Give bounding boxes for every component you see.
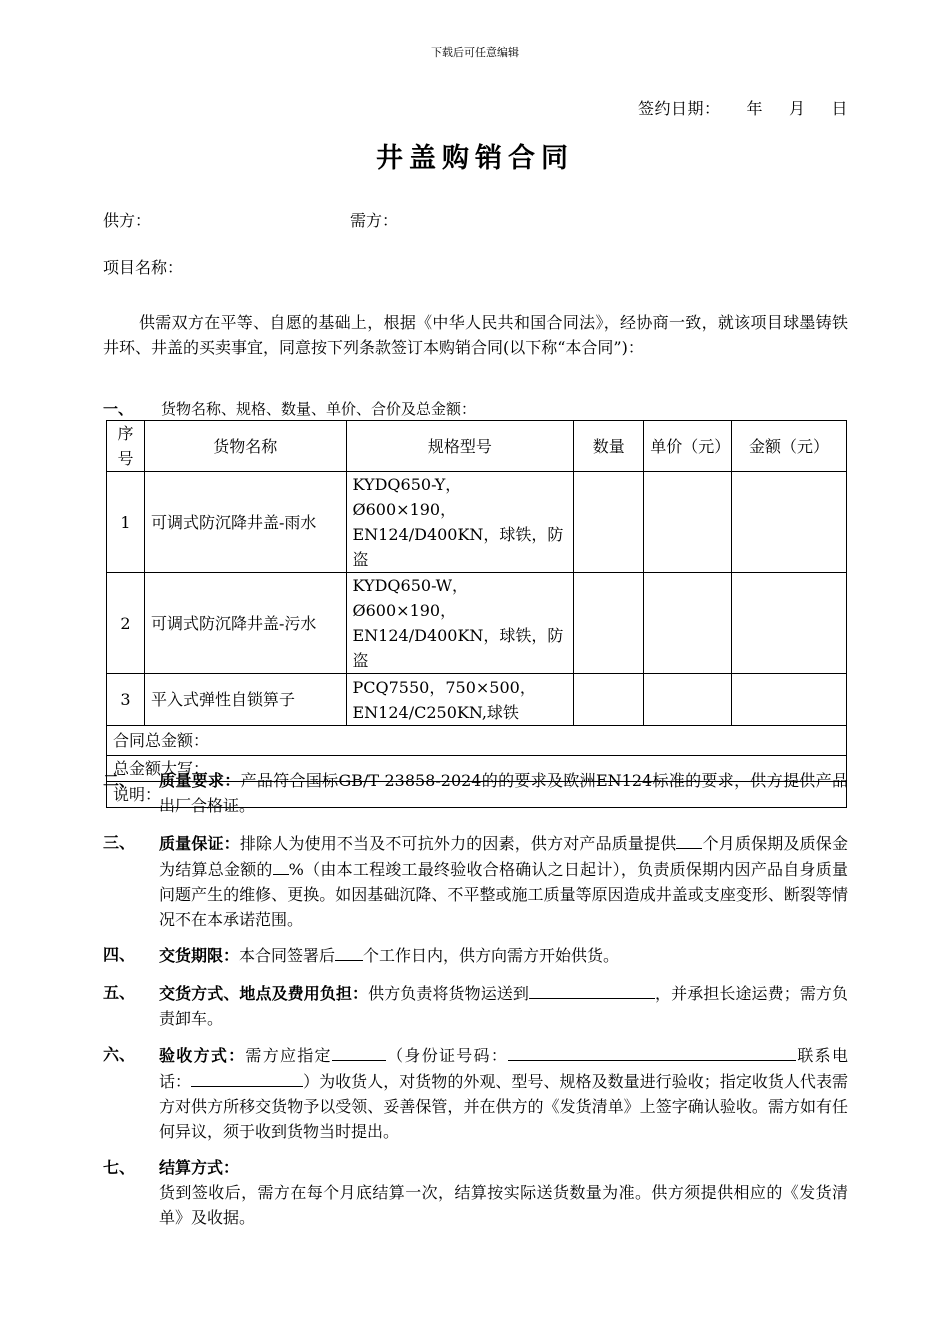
- section-delivery-method: [103, 980, 848, 1031]
- phone-blank[interactable]: [191, 1068, 303, 1087]
- header-spec: 规格型号: [346, 421, 574, 472]
- section-title: 验收方式：: [159, 1046, 246, 1065]
- header-note: 下载后可任意编辑: [431, 46, 519, 59]
- row-amount: [732, 472, 847, 573]
- section-number: 三、: [103, 833, 136, 852]
- header-amount: 金额（元）: [732, 421, 847, 472]
- section-text: 联系电话：: [159, 1046, 848, 1091]
- row-seq: 2: [107, 573, 145, 674]
- section-1-number: 一、: [103, 400, 134, 418]
- section-quality-guarantee: [103, 830, 848, 932]
- section-number: 七、: [103, 1158, 136, 1177]
- retention-percent-blank[interactable]: [273, 856, 289, 875]
- row-price: [644, 573, 732, 674]
- row-qty: [574, 472, 644, 573]
- page-title: 井盖购销合同: [376, 143, 574, 174]
- row-spec: KYDQ650-W， Ø600×190， EN124/D400KN，球铁，防盗: [346, 573, 574, 674]
- row-spec: KYDQ650-Y， Ø600×190， EN124/D400KN，球铁，防盗: [346, 472, 574, 573]
- section-text: ，并承担长途运费；需方负责卸车。: [159, 984, 848, 1028]
- section-text: （身份证号码：: [385, 1046, 509, 1065]
- row-name: 可调式防沉降井盖-雨水: [144, 472, 346, 573]
- section-number: 六、: [103, 1045, 136, 1064]
- section-number: 四、: [103, 945, 136, 964]
- sign-date-year: 年: [746, 99, 763, 118]
- total-caps-label: 总金额大写：: [107, 756, 847, 782]
- section-text: 个工作日内，供方向需方开始供货。: [363, 946, 620, 965]
- section-text: ）为收货人，对货物的外观、型号、规格及数量进行验收；指定收货人代表需方对供方所移交货物予以受领、妥善保管，并在供方的《发货清单》上签字确认验收。需方如有任何异议，须于收到货物当时提出。: [159, 1072, 848, 1141]
- buyer-label: 需方：: [350, 211, 399, 230]
- section-text: 个月质保期及质保金为结算总金额的: [159, 834, 848, 879]
- section-title: 质量保证：: [159, 834, 240, 853]
- header-qty: 数量: [574, 421, 644, 472]
- sign-date: [638, 96, 848, 119]
- section-1-heading: [103, 398, 476, 419]
- section-text: 本合同签署后: [239, 946, 336, 965]
- intro-paragraph: 供需双方在平等、自愿的基础上，根据《中华人民共和国合同法》，经协商一致，就该项目球墨铸铁井环、井盖的买卖事宜，同意按下列条款签订本购销合同(以下称“本合同”)：: [103, 313, 848, 357]
- section-text: %（由本工程竣工最终验收合格确认之日起计），负责质保期内因产品自身质量问题产生的维修、更换。如因基础沉降、不平整或施工质量等原因造成井盖或支座变形、断裂等情况不在本承诺范围。: [159, 860, 848, 929]
- total-label: 合同总金额：: [107, 726, 847, 756]
- row-qty: [574, 573, 644, 674]
- section-number: 五、: [103, 983, 136, 1002]
- section-delivery-period: [103, 942, 848, 968]
- project-label: 项目名称：: [103, 258, 184, 277]
- section-acceptance: [103, 1042, 848, 1144]
- row-spec: PCQ7550，750×500， EN124/C250KN,球铁: [346, 674, 574, 726]
- row-price: [644, 674, 732, 726]
- section-number: 二、: [103, 771, 136, 790]
- delivery-location-blank[interactable]: [529, 980, 655, 999]
- row-seq: 1: [107, 472, 145, 573]
- header-name: 货物名称: [144, 421, 346, 472]
- section-text: 排除人为使用不当及不可抗外力的因素，供方对产品质量提供: [239, 834, 677, 853]
- goods-table: [106, 420, 847, 808]
- total-row: [107, 726, 847, 756]
- header-price: 单价（元）: [644, 421, 732, 472]
- row-name: 平入式弹性自锁箅子: [144, 674, 346, 726]
- sign-date-month: 月: [788, 99, 806, 118]
- note-label: 说明：: [107, 782, 847, 808]
- receiver-name-blank[interactable]: [332, 1042, 386, 1061]
- header-seq: 序号: [107, 421, 145, 472]
- supplier-label: 供方：: [103, 211, 152, 230]
- row-qty: [574, 674, 644, 726]
- section-1-text: 货物名称、规格、数量、单价、合价及总金额：: [161, 400, 477, 418]
- id-number-blank[interactable]: [508, 1042, 796, 1061]
- section-text: 产品符合国标GB/T 23858-2024的的要求及欧洲EN124标准的要求，供方提供产品出厂合格证。: [159, 771, 848, 815]
- section-quality-requirements: [103, 768, 848, 818]
- row-name: 可调式防沉降井盖-污水: [144, 573, 346, 674]
- row-amount: [732, 674, 847, 726]
- table-row: [107, 472, 847, 573]
- section-text: 需方应指定: [245, 1046, 332, 1065]
- row-price: [644, 472, 732, 573]
- section-title: 交货方式、地点及费用负担：: [159, 984, 369, 1003]
- sign-date-label: 签约日期：: [637, 99, 721, 118]
- workdays-blank[interactable]: [335, 942, 363, 961]
- table-header-row: [107, 421, 847, 472]
- section-title: 交货期限：: [159, 946, 240, 965]
- row-amount: [732, 573, 847, 674]
- section-title: 质量要求：: [159, 771, 241, 790]
- warranty-months-blank[interactable]: [676, 830, 702, 849]
- section-text: 供方负责将货物运送到: [368, 984, 529, 1003]
- row-seq: 3: [107, 674, 145, 726]
- table-row: [107, 674, 847, 726]
- table-row: [107, 573, 847, 674]
- section-title: 结算方式：: [159, 1158, 240, 1177]
- section-settlement: [103, 1155, 848, 1230]
- sign-date-day: 日: [831, 99, 848, 118]
- section-text: 货到签收后，需方在每个月底结算一次，结算按实际送货数量为准。供方须提供相应的《发货清单》及收据。: [159, 1183, 848, 1227]
